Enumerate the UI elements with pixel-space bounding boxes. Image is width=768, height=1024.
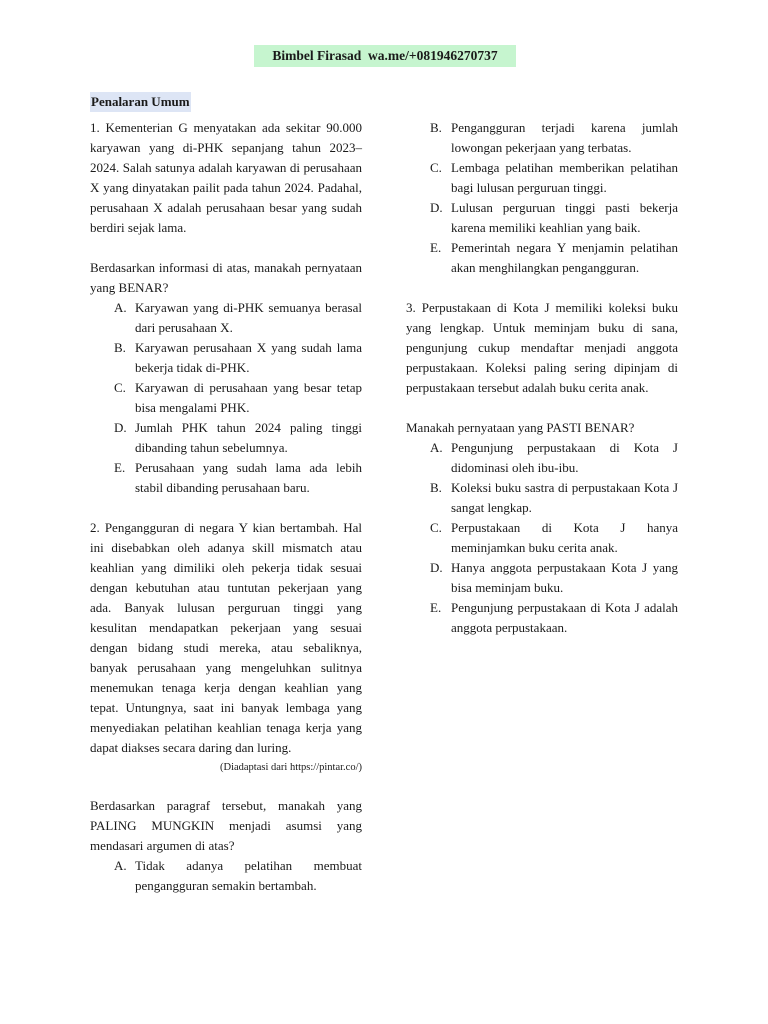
section-title: Penalaran Umum	[90, 92, 191, 112]
option-text: Pengunjung perpustakaan di Kota J didominasi oleh ibu-ibu.	[451, 440, 678, 475]
option-text: Pemerintah negara Y menjamin pelatihan akan menghilangkan pengangguran.	[451, 240, 678, 275]
option-letter: E.	[114, 460, 126, 475]
question-3-option-c	[430, 518, 678, 558]
option-letter: B.	[114, 340, 126, 355]
question-2-option-e	[430, 238, 678, 278]
question-1-option-e	[114, 458, 362, 498]
question-3-option-a	[430, 438, 678, 478]
option-text: Karyawan di perusahaan yang besar tetap bisa mengalami PHK.	[135, 380, 362, 415]
option-text: Lembaga pelatihan memberikan pelatihan bagi lulusan perguruan tinggi.	[451, 160, 678, 195]
question-2-option-b	[430, 118, 678, 158]
question-2-options-right	[406, 118, 678, 278]
option-letter: A.	[114, 858, 127, 873]
contact-link: wa.me/+081946270737	[368, 48, 498, 63]
option-text: Karyawan perusahaan X yang sudah lama bekerja tidak di-PHK.	[135, 340, 362, 375]
question-3-options	[406, 438, 678, 638]
brand-name: Bimbel Firasad	[272, 48, 362, 63]
question-3-prompt: Manakah pernyataan yang PASTI BENAR?	[406, 420, 635, 435]
option-letter: E.	[430, 240, 442, 255]
option-letter: A.	[114, 300, 127, 315]
question-2-option-a	[114, 856, 362, 896]
option-text: Hanya anggota perpustakaan Kota J yang bisa meminjam buku.	[451, 560, 678, 595]
question-3-option-b	[430, 478, 678, 518]
option-text: Pengunjung perpustakaan di Kota J adalah anggota perpustakaan.	[451, 600, 678, 635]
question-2-option-d	[430, 198, 678, 238]
question-3-option-d	[430, 558, 678, 598]
question-2-option-c	[430, 158, 678, 198]
option-text: Karyawan yang di-PHK semuanya berasal dari perusahaan X.	[135, 300, 362, 335]
question-1-options	[90, 298, 362, 498]
option-text: Jumlah PHK tahun 2024 paling tinggi dibanding tahun sebelumnya.	[135, 420, 362, 455]
question-1-stem: 1. Kementerian G menyatakan ada sekitar 90.000 karyawan yang di-PHK sepanjang tahun 2023–2024. Salah satunya adalah karyawan di perusahaan X yang dinyatakan pailit pada tahun 2024. Padahal, perusahaan X adalah perusahaan besar yang sudah berdiri sejak lama.	[90, 120, 362, 235]
question-1-option-c	[114, 378, 362, 418]
question-3-option-e	[430, 598, 678, 638]
option-letter: B.	[430, 120, 442, 135]
question-3-stem: 3. Perpustakaan di Kota J memiliki koleksi buku yang lengkap. Untuk meminjam buku di sana, pengunjung cukup mendaftar menjadi anggota perpustakaan. Koleksi paling sering dipinjam di perpustakaan tersebut adalah buku cerita anak.	[406, 300, 678, 395]
option-letter: C.	[430, 160, 442, 175]
option-text: Pengangguran terjadi karena jumlah lowongan pekerjaan yang terbatas.	[451, 120, 678, 155]
question-1-option-b	[114, 338, 362, 378]
option-text: Koleksi buku sastra di perpustakaan Kota J sangat lengkap.	[451, 480, 678, 515]
right-column	[406, 118, 678, 638]
question-1-option-d	[114, 418, 362, 458]
option-text: Perpustakaan di Kota J hanya meminjamkan buku cerita anak.	[451, 520, 678, 555]
option-letter: E.	[430, 600, 442, 615]
option-letter: C.	[430, 520, 442, 535]
option-text: Lulusan perguruan tinggi pasti bekerja karena memiliki keahlian yang baik.	[451, 200, 678, 235]
option-letter: C.	[114, 380, 126, 395]
option-text: Perusahaan yang sudah lama ada lebih stabil dibanding perusahaan baru.	[135, 460, 362, 495]
question-1-option-a	[114, 298, 362, 338]
option-letter: B.	[430, 480, 442, 495]
question-2-source: (Diadaptasi dari https://pintar.co/)	[219, 762, 362, 773]
option-letter: D.	[430, 200, 443, 215]
question-2-stem: 2. Pengangguran di negara Y kian bertambah. Hal ini disebabkan oleh adanya skill mismatch atau keahlian yang dimiliki oleh pekerja tidak sesuai dengan kebutuhan atau tuntutan pekerjaan yang ada. Banyak lulusan perguruan tinggi yang kesulitan mendapatkan pekerjaan yang sesuai dengan bidang studi mereka, atau sebaliknya, banyak perusahaan yang mengeluhkan sulitnya menemukan tenaga kerja dengan keahlian yang tepat. Untungnya, saat ini banyak lembaga yang menyediakan pelatihan keahlian tenaga kerja yang dapat diakses secara daring dan luring.	[90, 520, 362, 755]
option-letter: D.	[430, 560, 443, 575]
option-letter: D.	[114, 420, 127, 435]
option-text: Tidak adanya pelatihan membuat pengangguran semakin bertambah.	[135, 858, 362, 893]
option-letter: A.	[430, 440, 443, 455]
question-1-prompt: Berdasarkan informasi di atas, manakah pernyataan yang BENAR?	[90, 260, 362, 295]
left-column	[90, 118, 362, 896]
question-2-prompt: Berdasarkan paragraf tersebut, manakah yang PALING MUNGKIN menjadi asumsi yang mendasari argumen di atas?	[90, 798, 362, 853]
header-banner	[254, 45, 516, 67]
question-2-options-left	[90, 856, 362, 896]
